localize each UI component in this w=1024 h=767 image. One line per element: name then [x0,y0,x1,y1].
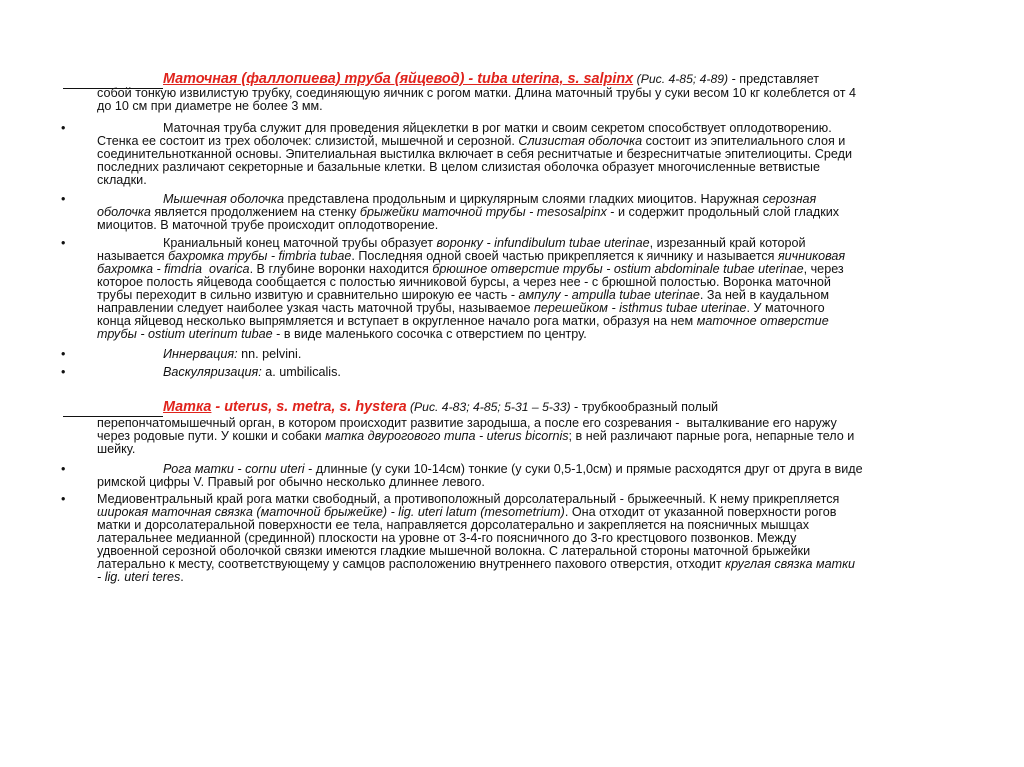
p4-line4: которое полость яйцевода сообщается с полостью яичниковой бурсы, а через нее - с брюшной полостью. Воронка маточной [97,275,831,289]
isthmus-term: перешейком - isthmus tubae uterinae [533,301,747,315]
p8-line4: латеральнее медианной (срединной) плоскости на уровне от 3-4-го поясничного до 3-го крестцового позвонков. Между [97,531,797,545]
bullet-p8: • [61,492,66,506]
serosa-term-a: серозная [762,192,817,206]
p8-line7 [97,571,184,584]
cornu-uteri-term: Рога матки - cornu uteri [163,462,305,476]
vascularization-label: Васкуляризация: [163,365,262,379]
round-ligament-term-a: круглая связка матки [725,557,856,571]
p4-line1-c: , изрезанный край которой [649,236,806,250]
bullet-p4: • [61,236,66,250]
tuba-uterina-heading: Маточная (фаллопиева) труба (яйцевод) - tuba uterina, s. salpinx [163,71,634,87]
p3-line2-b: является продолжением на стенку [150,205,360,219]
p4-line7-a: конца яйцевод несколько выпрямляется и вступает в округленное начало рога матки, образуя на нем [97,314,697,328]
section1-line3: до 10 см при диаметре не более 3 мм. [97,99,323,113]
p6-line [163,366,341,379]
p4-line5-a: трубы переходит в сильно извитую и сравнительно широкую ее часть - [97,288,519,302]
p7-line2: римской цифры V. Правый рог обычно несколько длиннее левого. [97,475,485,489]
muscle-term: Мышечная оболочка [163,192,285,206]
fimbria-term: бахромка трубы - fimbria tubae [168,249,352,263]
p3-line2-d: - и содержит продольный слой гладких [606,205,840,219]
bicornis-term: матка двурогового типа - uterus bicornis [325,429,569,443]
section2-heading-line [163,401,718,414]
uterine-ostium-term-b: трубы - ostium uterinum tubae [97,327,273,341]
p4-line2-a: называется [97,249,169,263]
mesosalpinx-term: брыжейки маточной трубы - mesosalpinx [359,205,607,219]
uterine-ostium-term-a: маточное отверстие [696,314,829,328]
p2-line1: Маточная труба служит для проведения яйцеклетки в рог матки и своим секретом способствует оплодотворению. [163,121,832,135]
section1-heading-tail: - представляет [728,72,820,86]
ampulla-term: ампулу - ampulla tubae uterinae [518,288,700,302]
broad-ligament-term: широкая маточная связка (маточной брыжейке) - lig. uteri latum (mesometrium) [97,505,565,519]
infundibulum-term: воронку - infundibulum tubae uterinae [436,236,650,250]
serosa-term-b: оболочка [97,205,151,219]
p8-line6-a: латерально к месту, соответствующему у самцов расположению внутреннего пахового отверстия, отходит [97,557,726,571]
p4-line2-c: . Последняя одной своей частью прикрепляется к яичнику и называется [351,249,778,263]
p8-line3: матки и дорсолатеральной поверхности ее тела, направляется дорсолатерально и закрепляется на поясничных мышцах [97,518,810,532]
p2-line4: последних различают секреторные и базальные клетки. В целом слизистая оболочка образует многочисленные ветвистые [97,160,820,174]
p3-line1-b: представлена продольным и циркулярным слоями гладких миоцитов. Наружная [284,192,763,206]
p5-line [163,348,301,361]
ovarian-fimbria-term-b: бахромка - fimdria ovarica [97,262,250,276]
p2-line2-a: Стенка ее состоит из трех оболочек: слизистой, мышечной и серозной. [97,134,519,148]
mucosa-term: Слизистая оболочка [518,134,643,148]
p4-line6-c: . У маточного [746,301,825,315]
p4-line5-c: . За ней в каудальном [699,288,830,302]
p4-line8-b: - в виде маленького сосочка с отверстием по центру. [272,327,587,341]
section1-heading-line [163,73,819,86]
innervation-value: nn. pelvini. [237,347,302,361]
section2-line2: перепончатомышечный орган, в котором происходит развитие зародыша, а после его созревания - выталкивание его наружу [97,416,837,430]
bullet-p2: • [61,121,66,135]
p4-line8 [97,328,587,341]
p4-line3-d: , через [803,262,844,276]
section2-line3-c: ; в ней различают парные рога, непарные тело и [568,429,855,443]
p8-line1: Медиовентральный край рога матки свободный, а противоположный дорсолатеральный - брыжеечный. К нему прикрепляется [97,492,840,506]
bullet-p6: • [61,365,66,379]
round-ligament-term-b: - lig. uteri teres [97,570,181,584]
p8-line5: удвоенной серозной оболочкой связки имеются гладкие мышечной волокна. С латеральной стороны маточной брыжейки [97,544,811,558]
innervation-label: Иннервация: [163,347,238,361]
section1-figure-ref: (Рис. 4-85; 4-89) [636,72,729,86]
p8-line6 [97,558,855,571]
bullet-p3: • [61,192,66,206]
ovarian-fimbria-term-a: яичниковая [777,249,846,263]
section2-line3 [97,430,854,443]
p4-line1-a: Краниальный конец маточной трубы образует [163,236,437,250]
section2-figure-ref: (Рис. 4-83; 4-85; 5-31 – 5-33) [406,400,571,414]
p2-line5: складки. [97,173,147,187]
section2-heading-tail: - трубкообразный полый [570,400,719,414]
vascularization-value: a. umbilicalis. [261,365,341,379]
p2-line2-c: состоит из эпителиального слоя и [642,134,846,148]
bullet-p5: • [61,347,66,361]
uterus-heading-latin: - uterus, s. metra, s. hystera [211,399,407,415]
section2-line4: шейку. [97,442,136,456]
ostium-abdominale-term: брюшное отверстие трубы - ostium abdominale tubae uterinae [432,262,804,276]
p7-line1-b: - длинные (у суки 10-14см) тонкие (у суки 0,5-1,0см) и прямые расходятся друг от друга в виде [304,462,863,476]
p3-line3: миоцитов. В маточной трубе происходит оплодотворение. [97,218,439,232]
p8-line2-b: . Она отходит от указанной поверхности рогов [564,505,837,519]
uterus-heading: Матка [163,399,212,415]
section1-line2: собой тонкую извилистую трубку, соединяющую яичник с рогом матки. Длина маточный трубы у суки весом 10 кг колеблется от 4 [97,86,857,100]
p2-line3: соединительнотканной основы. Эпителиальная выстилка включает в себя реснитчатые и безреснитчатые эпителиоциты. Среди [97,147,853,161]
p4-line3-b: . В глубине воронки находится [249,262,433,276]
p8-line7-b: . [180,570,184,584]
p4-line6-a: направлении следует наиболее узкая часть маточной трубы, называемое [97,301,534,315]
section2-line3-a: через родовые пути. У кошки и собаки [97,429,326,443]
bullet-p7: • [61,462,66,476]
